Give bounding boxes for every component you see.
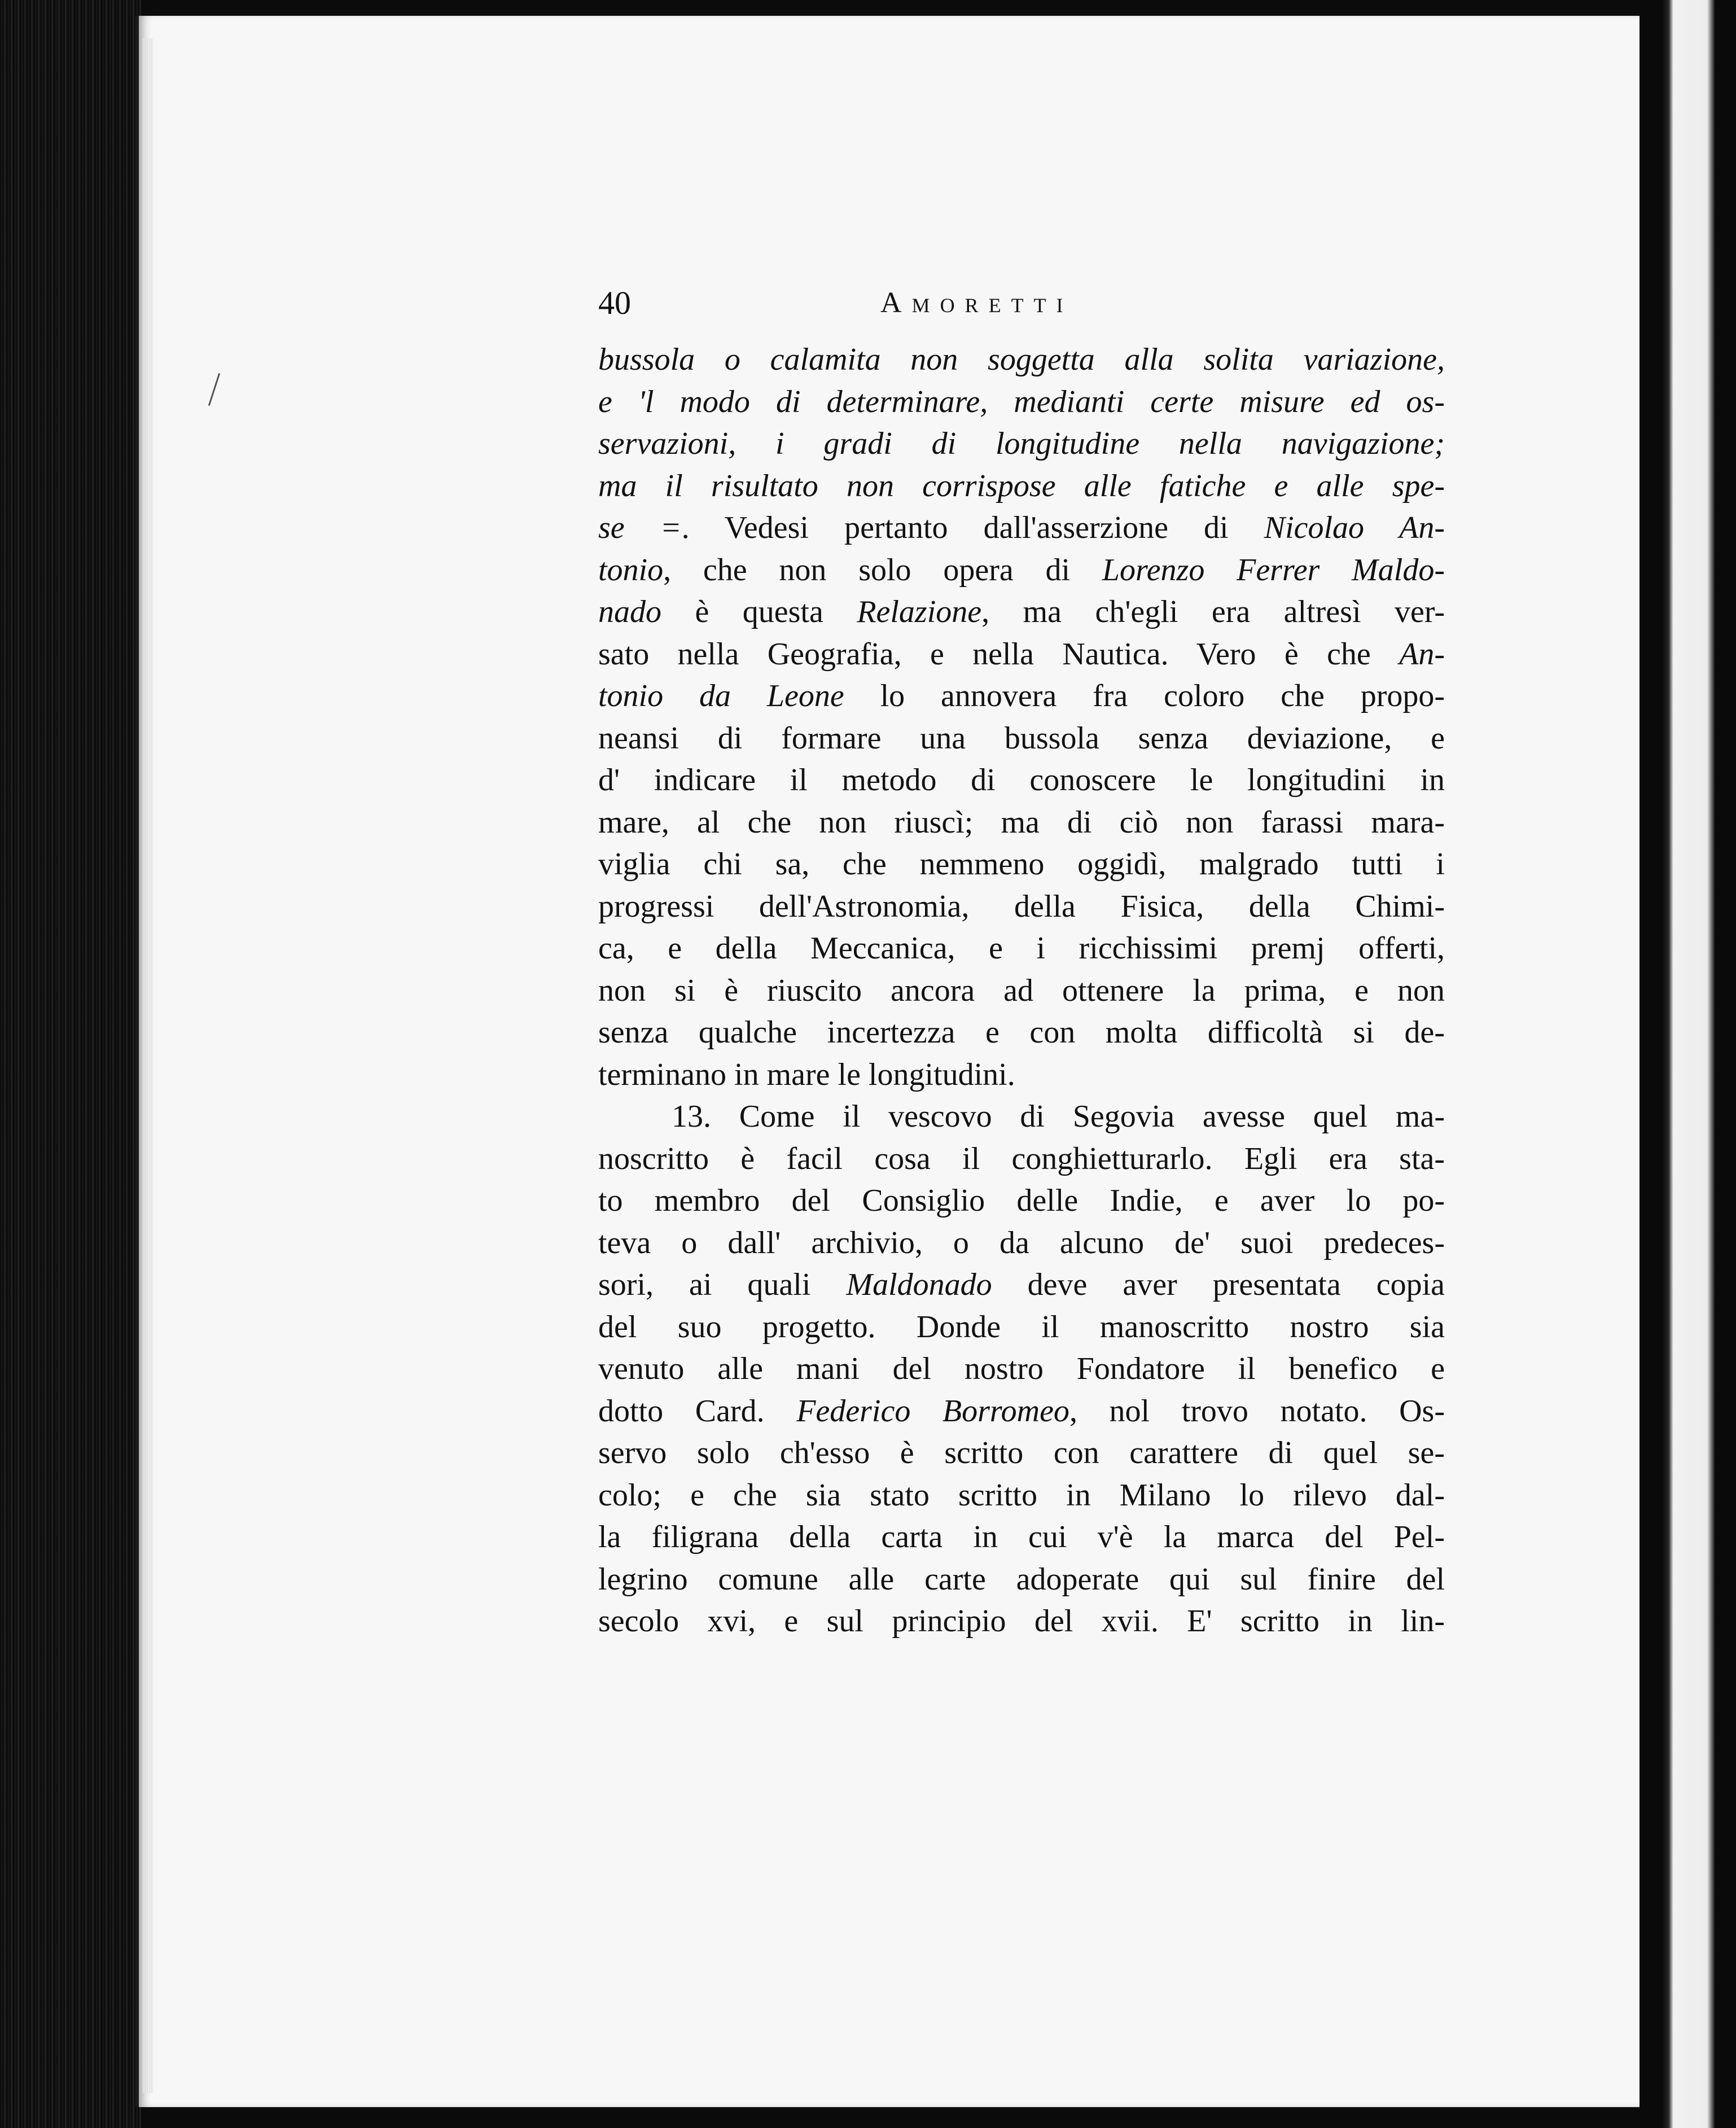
text-line	[598, 843, 1445, 886]
text-span: deve aver presentata copia	[992, 1267, 1445, 1302]
text-span: mare, al che non riuscì; ma di ciò non farassi mara-	[598, 804, 1445, 840]
text-line	[598, 970, 1445, 1012]
text-line	[598, 927, 1445, 970]
text-span: noscritto è facil cosa il conghietturarlo. Egli era sta-	[598, 1141, 1445, 1176]
text-span: dotto Card.	[598, 1393, 797, 1429]
running-header	[598, 281, 1191, 326]
text-line	[598, 549, 1445, 592]
text-span: sori, ai quali	[598, 1267, 847, 1302]
text-span: ca, e della Meccanica, e i ricchissimi premj offerti,	[598, 931, 1445, 966]
text-span: non si è riuscito ancora ad ottenere la prima, e non	[598, 973, 1445, 1008]
text-line	[598, 507, 1445, 549]
italic-span: Federico Borromeo	[796, 1393, 1069, 1429]
text-line	[598, 675, 1445, 717]
text-line	[598, 802, 1445, 844]
text-line	[598, 381, 1445, 423]
book-spine	[0, 0, 141, 2128]
text-span: è questa	[661, 594, 857, 629]
text-line	[598, 1348, 1445, 1390]
text-line	[598, 759, 1445, 802]
text-line	[598, 1432, 1445, 1474]
text-span: , ma ch'egli era altresì ver-	[981, 594, 1445, 629]
text-line	[598, 423, 1445, 465]
text-span: venuto alle mani del nostro Fondatore il benefico e	[598, 1351, 1445, 1386]
italic-span: servazioni, i gradi di longitudine nella navigazione;	[598, 426, 1445, 461]
text-span: terminano in mare le longitudini.	[598, 1057, 1015, 1092]
text-line	[598, 1264, 1445, 1306]
page-number: 40	[598, 284, 631, 321]
text-span: colo; e che sia stato scritto in Milano lo rilevo dal-	[598, 1477, 1445, 1513]
text-span: neansi di formare una bussola senza deviazione, e	[598, 720, 1445, 756]
text-line	[598, 1558, 1445, 1601]
next-leaf-edge	[1639, 0, 1736, 2128]
text-span: senza qualche incertezza e con molta difficoltà si de-	[598, 1015, 1445, 1050]
text-line	[598, 1096, 1445, 1138]
text-line	[598, 717, 1445, 760]
text-span: sato nella Geografia, e nella Nautica. Vero è che	[598, 636, 1400, 672]
text-span: del suo progetto. Donde il manoscritto nostro sia	[598, 1309, 1445, 1345]
text-span: d' indicare il metodo di conoscere le longitudini in	[598, 763, 1445, 798]
text-line	[598, 1600, 1445, 1643]
text-line	[598, 633, 1445, 676]
text-line	[598, 1138, 1445, 1180]
text-span: legrino comune alle carte adoperate qui sul finire del	[598, 1561, 1445, 1597]
text-span: servo solo ch'esso è scritto con carattere di quel se-	[598, 1435, 1445, 1470]
italic-span: Relazione	[857, 594, 982, 629]
italic-span: nado	[598, 594, 661, 629]
text-line	[598, 591, 1445, 633]
text-span: 13. Come il vescovo di Segovia avesse quel ma-	[672, 1099, 1445, 1134]
text-line	[598, 1516, 1445, 1558]
italic-span: Nicolao An-	[1264, 510, 1445, 545]
text-span: to membro del Consiglio delle Indie, e aver lo po-	[598, 1183, 1445, 1218]
text-line	[598, 1390, 1445, 1433]
text-line	[598, 1222, 1445, 1264]
italic-span: Lorenzo Ferrer Maldo-	[1102, 552, 1445, 588]
italic-span: Maldonado	[846, 1267, 992, 1302]
text-span: la filigrana della carta in cui v'è la marca del Pel-	[598, 1520, 1445, 1555]
text-line	[598, 465, 1445, 507]
text-line	[598, 1474, 1445, 1517]
italic-span: bussola o calamita non soggetta alla solita variazione,	[598, 342, 1445, 377]
italic-span: e 'l modo di determinare, medianti certe misure ed os-	[598, 384, 1445, 419]
italic-span: tonio	[598, 552, 664, 588]
text-span: , nol trovo notato. Os-	[1069, 1393, 1445, 1429]
italic-span: An-	[1399, 636, 1445, 672]
italic-span: ma il risultato non corrispose alle fatiche e alle spe-	[598, 468, 1445, 503]
body-text	[598, 339, 1445, 1643]
italic-span: tonio da Leone	[598, 678, 844, 713]
text-span: viglia chi sa, che nemmeno oggidì, malgrado tutti i	[598, 847, 1445, 882]
text-span: progressi dell'Astronomia, della Fisica, della Chimi-	[598, 888, 1445, 924]
text-span: lo annovera fra coloro che propo-	[844, 678, 1445, 713]
running-title: Amoretti	[880, 287, 1073, 319]
text-line	[598, 1306, 1445, 1348]
text-line	[598, 1180, 1445, 1222]
text-line	[598, 1054, 1445, 1096]
text-span: . Vedesi pertanto dall'asserzione di	[681, 510, 1264, 545]
text-line	[598, 339, 1445, 381]
text-span: secolo xvi, e sul principio del xvii. E' scritto in lin-	[598, 1604, 1445, 1639]
text-span: teva o dall' archivio, o da alcuno de' suoi predeces-	[598, 1225, 1445, 1260]
page-edge-shading	[142, 38, 154, 2093]
text-span: , che non solo opera di	[663, 552, 1102, 588]
text-line	[598, 1012, 1445, 1054]
text-line	[598, 886, 1445, 928]
italic-span: se =	[598, 510, 682, 545]
